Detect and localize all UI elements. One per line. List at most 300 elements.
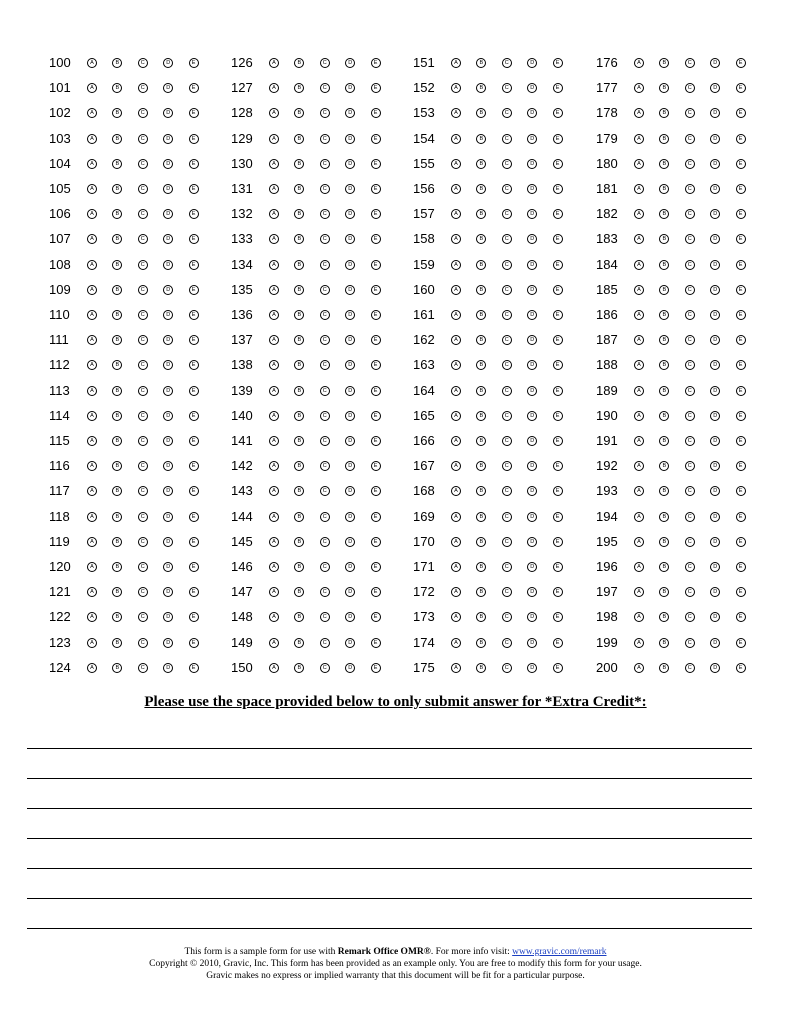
answer-bubble-a[interactable]: A [269, 108, 279, 118]
answer-bubble-a[interactable]: A [87, 285, 97, 295]
answer-bubble-d[interactable]: D [710, 587, 720, 597]
answer-bubble-d[interactable]: D [163, 461, 173, 471]
answer-bubble-a[interactable]: A [634, 83, 644, 93]
answer-bubble-d[interactable]: D [710, 436, 720, 446]
answer-bubble-d[interactable]: D [345, 260, 355, 270]
answer-bubble-c[interactable]: C [685, 386, 695, 396]
answer-line[interactable] [27, 751, 752, 779]
answer-bubble-b[interactable]: B [112, 436, 122, 446]
answer-bubble-b[interactable]: B [476, 562, 486, 572]
answer-bubble-d[interactable]: D [527, 612, 537, 622]
answer-bubble-c[interactable]: C [502, 335, 512, 345]
answer-bubble-d[interactable]: D [345, 562, 355, 572]
answer-bubble-c[interactable]: C [320, 108, 330, 118]
answer-bubble-b[interactable]: B [112, 386, 122, 396]
answer-bubble-b[interactable]: B [294, 386, 304, 396]
answer-bubble-b[interactable]: B [294, 562, 304, 572]
answer-bubble-a[interactable]: A [634, 58, 644, 68]
answer-bubble-c[interactable]: C [320, 587, 330, 597]
answer-bubble-c[interactable]: C [502, 436, 512, 446]
answer-bubble-b[interactable]: B [294, 411, 304, 421]
extra-credit-input[interactable] [27, 903, 756, 927]
answer-bubble-d[interactable]: D [345, 486, 355, 496]
answer-bubble-d[interactable]: D [710, 537, 720, 547]
answer-bubble-e[interactable]: E [189, 234, 199, 244]
answer-bubble-d[interactable]: D [527, 386, 537, 396]
answer-bubble-d[interactable]: D [345, 461, 355, 471]
answer-bubble-d[interactable]: D [163, 537, 173, 547]
answer-bubble-b[interactable]: B [476, 663, 486, 673]
answer-line[interactable] [27, 841, 752, 869]
answer-bubble-b[interactable]: B [112, 134, 122, 144]
answer-bubble-c[interactable]: C [320, 360, 330, 370]
answer-bubble-a[interactable]: A [634, 562, 644, 572]
answer-bubble-d[interactable]: D [527, 159, 537, 169]
answer-bubble-b[interactable]: B [659, 285, 669, 295]
answer-bubble-c[interactable]: C [320, 285, 330, 295]
answer-bubble-d[interactable]: D [710, 108, 720, 118]
answer-bubble-d[interactable]: D [527, 512, 537, 522]
answer-bubble-e[interactable]: E [553, 108, 563, 118]
answer-bubble-a[interactable]: A [634, 108, 644, 118]
answer-bubble-e[interactable]: E [371, 285, 381, 295]
answer-bubble-b[interactable]: B [476, 638, 486, 648]
answer-bubble-c[interactable]: C [502, 58, 512, 68]
answer-bubble-c[interactable]: C [138, 436, 148, 446]
answer-bubble-a[interactable]: A [634, 436, 644, 446]
answer-bubble-c[interactable]: C [502, 638, 512, 648]
answer-bubble-d[interactable]: D [527, 663, 537, 673]
answer-bubble-a[interactable]: A [87, 209, 97, 219]
answer-bubble-c[interactable]: C [320, 562, 330, 572]
answer-bubble-b[interactable]: B [112, 638, 122, 648]
answer-bubble-b[interactable]: B [476, 461, 486, 471]
answer-bubble-d[interactable]: D [710, 335, 720, 345]
answer-bubble-d[interactable]: D [527, 562, 537, 572]
answer-bubble-a[interactable]: A [87, 58, 97, 68]
answer-bubble-a[interactable]: A [634, 184, 644, 194]
answer-bubble-c[interactable]: C [502, 486, 512, 496]
answer-bubble-a[interactable]: A [87, 486, 97, 496]
answer-bubble-d[interactable]: D [710, 184, 720, 194]
answer-bubble-a[interactable]: A [451, 285, 461, 295]
answer-bubble-d[interactable]: D [345, 310, 355, 320]
answer-bubble-a[interactable]: A [451, 411, 461, 421]
answer-bubble-c[interactable]: C [138, 587, 148, 597]
answer-bubble-a[interactable]: A [87, 83, 97, 93]
answer-bubble-c[interactable]: C [138, 108, 148, 118]
answer-bubble-a[interactable]: A [451, 360, 461, 370]
answer-bubble-d[interactable]: D [527, 537, 537, 547]
answer-bubble-b[interactable]: B [112, 234, 122, 244]
answer-bubble-a[interactable]: A [87, 461, 97, 471]
answer-bubble-a[interactable]: A [634, 260, 644, 270]
answer-bubble-b[interactable]: B [476, 184, 486, 194]
answer-bubble-c[interactable]: C [685, 83, 695, 93]
answer-bubble-a[interactable]: A [634, 537, 644, 547]
answer-bubble-d[interactable]: D [527, 587, 537, 597]
answer-bubble-d[interactable]: D [345, 58, 355, 68]
answer-bubble-e[interactable]: E [736, 159, 746, 169]
answer-bubble-d[interactable]: D [163, 386, 173, 396]
answer-bubble-c[interactable]: C [320, 234, 330, 244]
answer-bubble-a[interactable]: A [451, 486, 461, 496]
answer-bubble-d[interactable]: D [163, 612, 173, 622]
answer-bubble-e[interactable]: E [553, 184, 563, 194]
answer-bubble-c[interactable]: C [320, 159, 330, 169]
answer-bubble-d[interactable]: D [345, 612, 355, 622]
answer-bubble-d[interactable]: D [710, 260, 720, 270]
answer-bubble-d[interactable]: D [345, 335, 355, 345]
answer-bubble-b[interactable]: B [112, 285, 122, 295]
answer-bubble-d[interactable]: D [345, 512, 355, 522]
answer-bubble-c[interactable]: C [685, 512, 695, 522]
answer-bubble-e[interactable]: E [736, 234, 746, 244]
answer-bubble-a[interactable]: A [269, 260, 279, 270]
answer-bubble-d[interactable]: D [163, 486, 173, 496]
answer-bubble-c[interactable]: C [685, 310, 695, 320]
extra-credit-input[interactable] [27, 873, 756, 897]
answer-bubble-d[interactable]: D [710, 411, 720, 421]
answer-bubble-b[interactable]: B [112, 83, 122, 93]
answer-bubble-a[interactable]: A [634, 638, 644, 648]
answer-bubble-e[interactable]: E [189, 184, 199, 194]
answer-bubble-d[interactable]: D [710, 562, 720, 572]
answer-bubble-c[interactable]: C [320, 184, 330, 194]
answer-bubble-b[interactable]: B [476, 209, 486, 219]
extra-credit-input[interactable] [27, 813, 756, 837]
answer-bubble-a[interactable]: A [634, 486, 644, 496]
answer-bubble-b[interactable]: B [294, 537, 304, 547]
answer-bubble-a[interactable]: A [451, 461, 461, 471]
answer-bubble-e[interactable]: E [371, 209, 381, 219]
answer-bubble-e[interactable]: E [553, 512, 563, 522]
answer-bubble-a[interactable]: A [451, 234, 461, 244]
answer-bubble-e[interactable]: E [553, 461, 563, 471]
answer-bubble-d[interactable]: D [710, 209, 720, 219]
answer-bubble-c[interactable]: C [138, 83, 148, 93]
answer-bubble-a[interactable]: A [269, 411, 279, 421]
answer-bubble-e[interactable]: E [189, 436, 199, 446]
answer-bubble-e[interactable]: E [371, 83, 381, 93]
answer-bubble-c[interactable]: C [502, 587, 512, 597]
answer-bubble-b[interactable]: B [476, 134, 486, 144]
answer-bubble-c[interactable]: C [138, 486, 148, 496]
answer-bubble-e[interactable]: E [371, 461, 381, 471]
answer-bubble-a[interactable]: A [269, 461, 279, 471]
answer-bubble-d[interactable]: D [527, 58, 537, 68]
answer-bubble-d[interactable]: D [710, 638, 720, 648]
answer-bubble-e[interactable]: E [189, 612, 199, 622]
answer-bubble-e[interactable]: E [371, 260, 381, 270]
answer-bubble-e[interactable]: E [371, 436, 381, 446]
answer-bubble-e[interactable]: E [189, 285, 199, 295]
answer-bubble-a[interactable]: A [634, 360, 644, 370]
answer-bubble-d[interactable]: D [163, 134, 173, 144]
answer-bubble-e[interactable]: E [189, 159, 199, 169]
answer-bubble-b[interactable]: B [659, 436, 669, 446]
answer-bubble-e[interactable]: E [189, 512, 199, 522]
answer-bubble-b[interactable]: B [476, 335, 486, 345]
answer-bubble-b[interactable]: B [659, 537, 669, 547]
answer-bubble-c[interactable]: C [502, 562, 512, 572]
answer-bubble-e[interactable]: E [189, 562, 199, 572]
answer-bubble-b[interactable]: B [112, 612, 122, 622]
answer-bubble-a[interactable]: A [634, 335, 644, 345]
answer-bubble-c[interactable]: C [685, 108, 695, 118]
answer-bubble-b[interactable]: B [659, 612, 669, 622]
answer-bubble-b[interactable]: B [659, 663, 669, 673]
answer-bubble-e[interactable]: E [189, 209, 199, 219]
answer-bubble-e[interactable]: E [736, 360, 746, 370]
answer-bubble-d[interactable]: D [710, 486, 720, 496]
answer-bubble-d[interactable]: D [163, 587, 173, 597]
answer-bubble-c[interactable]: C [320, 58, 330, 68]
answer-bubble-d[interactable]: D [345, 184, 355, 194]
answer-bubble-c[interactable]: C [502, 260, 512, 270]
answer-bubble-a[interactable]: A [269, 562, 279, 572]
answer-bubble-c[interactable]: C [138, 663, 148, 673]
answer-bubble-a[interactable]: A [87, 335, 97, 345]
answer-bubble-e[interactable]: E [736, 663, 746, 673]
answer-bubble-b[interactable]: B [659, 159, 669, 169]
answer-line[interactable] [27, 781, 752, 809]
answer-bubble-b[interactable]: B [294, 436, 304, 446]
extra-credit-input[interactable] [27, 783, 756, 807]
answer-bubble-e[interactable]: E [371, 234, 381, 244]
answer-bubble-b[interactable]: B [294, 335, 304, 345]
answer-bubble-e[interactable]: E [736, 587, 746, 597]
answer-bubble-d[interactable]: D [345, 537, 355, 547]
answer-bubble-d[interactable]: D [710, 58, 720, 68]
answer-bubble-b[interactable]: B [659, 58, 669, 68]
answer-line[interactable] [27, 811, 752, 839]
answer-bubble-e[interactable]: E [736, 537, 746, 547]
answer-bubble-e[interactable]: E [189, 537, 199, 547]
answer-bubble-a[interactable]: A [451, 562, 461, 572]
answer-bubble-d[interactable]: D [345, 638, 355, 648]
answer-bubble-a[interactable]: A [269, 537, 279, 547]
answer-bubble-c[interactable]: C [320, 209, 330, 219]
answer-bubble-c[interactable]: C [138, 537, 148, 547]
answer-bubble-a[interactable]: A [634, 310, 644, 320]
answer-bubble-c[interactable]: C [320, 260, 330, 270]
answer-bubble-a[interactable]: A [451, 310, 461, 320]
answer-bubble-d[interactable]: D [163, 335, 173, 345]
answer-bubble-c[interactable]: C [138, 310, 148, 320]
answer-bubble-c[interactable]: C [320, 537, 330, 547]
answer-bubble-c[interactable]: C [502, 411, 512, 421]
answer-bubble-e[interactable]: E [736, 58, 746, 68]
answer-bubble-d[interactable]: D [527, 83, 537, 93]
answer-bubble-e[interactable]: E [371, 486, 381, 496]
answer-bubble-c[interactable]: C [138, 562, 148, 572]
answer-bubble-a[interactable]: A [269, 58, 279, 68]
answer-bubble-d[interactable]: D [163, 184, 173, 194]
answer-bubble-e[interactable]: E [371, 537, 381, 547]
answer-bubble-b[interactable]: B [659, 209, 669, 219]
answer-bubble-c[interactable]: C [685, 638, 695, 648]
answer-bubble-d[interactable]: D [345, 386, 355, 396]
answer-bubble-e[interactable]: E [371, 184, 381, 194]
answer-bubble-b[interactable]: B [294, 234, 304, 244]
answer-bubble-d[interactable]: D [345, 360, 355, 370]
answer-bubble-b[interactable]: B [659, 234, 669, 244]
answer-bubble-a[interactable]: A [451, 260, 461, 270]
answer-bubble-b[interactable]: B [659, 587, 669, 597]
answer-bubble-c[interactable]: C [685, 486, 695, 496]
answer-bubble-a[interactable]: A [269, 335, 279, 345]
answer-bubble-c[interactable]: C [320, 386, 330, 396]
answer-bubble-e[interactable]: E [736, 184, 746, 194]
answer-bubble-e[interactable]: E [553, 537, 563, 547]
answer-bubble-e[interactable]: E [371, 411, 381, 421]
answer-bubble-c[interactable]: C [685, 411, 695, 421]
answer-bubble-a[interactable]: A [451, 335, 461, 345]
answer-bubble-d[interactable]: D [345, 209, 355, 219]
answer-bubble-a[interactable]: A [269, 663, 279, 673]
answer-bubble-d[interactable]: D [710, 512, 720, 522]
answer-bubble-b[interactable]: B [112, 184, 122, 194]
answer-bubble-a[interactable]: A [87, 184, 97, 194]
answer-bubble-e[interactable]: E [736, 411, 746, 421]
answer-bubble-a[interactable]: A [269, 159, 279, 169]
answer-bubble-d[interactable]: D [345, 234, 355, 244]
answer-bubble-c[interactable]: C [685, 134, 695, 144]
answer-bubble-a[interactable]: A [87, 310, 97, 320]
answer-bubble-c[interactable]: C [138, 612, 148, 622]
answer-bubble-c[interactable]: C [685, 612, 695, 622]
answer-bubble-b[interactable]: B [294, 285, 304, 295]
answer-bubble-a[interactable]: A [451, 58, 461, 68]
answer-bubble-e[interactable]: E [371, 612, 381, 622]
answer-bubble-c[interactable]: C [685, 260, 695, 270]
answer-bubble-b[interactable]: B [112, 562, 122, 572]
answer-bubble-a[interactable]: A [451, 512, 461, 522]
answer-bubble-b[interactable]: B [659, 360, 669, 370]
answer-bubble-e[interactable]: E [371, 587, 381, 597]
answer-bubble-b[interactable]: B [294, 83, 304, 93]
answer-bubble-e[interactable]: E [736, 209, 746, 219]
answer-bubble-c[interactable]: C [138, 386, 148, 396]
answer-bubble-b[interactable]: B [294, 638, 304, 648]
answer-bubble-b[interactable]: B [659, 310, 669, 320]
answer-bubble-d[interactable]: D [163, 411, 173, 421]
answer-bubble-d[interactable]: D [163, 234, 173, 244]
answer-bubble-a[interactable]: A [451, 436, 461, 446]
answer-bubble-b[interactable]: B [476, 587, 486, 597]
answer-bubble-b[interactable]: B [112, 537, 122, 547]
answer-bubble-a[interactable]: A [87, 612, 97, 622]
answer-bubble-e[interactable]: E [371, 638, 381, 648]
answer-bubble-e[interactable]: E [736, 134, 746, 144]
answer-bubble-b[interactable]: B [294, 108, 304, 118]
answer-bubble-c[interactable]: C [138, 184, 148, 194]
answer-bubble-b[interactable]: B [294, 159, 304, 169]
answer-bubble-e[interactable]: E [189, 58, 199, 68]
answer-bubble-c[interactable]: C [502, 310, 512, 320]
answer-bubble-e[interactable]: E [736, 83, 746, 93]
answer-bubble-d[interactable]: D [163, 108, 173, 118]
answer-bubble-b[interactable]: B [294, 663, 304, 673]
answer-bubble-d[interactable]: D [163, 360, 173, 370]
answer-bubble-c[interactable]: C [685, 360, 695, 370]
answer-bubble-e[interactable]: E [553, 134, 563, 144]
answer-bubble-b[interactable]: B [112, 512, 122, 522]
answer-bubble-d[interactable]: D [345, 285, 355, 295]
answer-bubble-d[interactable]: D [163, 209, 173, 219]
answer-bubble-e[interactable]: E [736, 436, 746, 446]
answer-bubble-e[interactable]: E [189, 386, 199, 396]
answer-bubble-d[interactable]: D [710, 134, 720, 144]
answer-bubble-d[interactable]: D [710, 159, 720, 169]
answer-bubble-c[interactable]: C [685, 461, 695, 471]
answer-bubble-c[interactable]: C [320, 638, 330, 648]
answer-bubble-a[interactable]: A [269, 209, 279, 219]
answer-bubble-c[interactable]: C [502, 285, 512, 295]
answer-bubble-e[interactable]: E [553, 260, 563, 270]
answer-bubble-b[interactable]: B [112, 310, 122, 320]
answer-bubble-a[interactable]: A [451, 209, 461, 219]
answer-bubble-e[interactable]: E [736, 486, 746, 496]
answer-bubble-a[interactable]: A [634, 663, 644, 673]
answer-bubble-b[interactable]: B [112, 663, 122, 673]
answer-bubble-d[interactable]: D [527, 108, 537, 118]
answer-bubble-d[interactable]: D [710, 310, 720, 320]
extra-credit-input[interactable] [27, 753, 756, 777]
answer-bubble-a[interactable]: A [87, 587, 97, 597]
answer-bubble-b[interactable]: B [659, 335, 669, 345]
answer-bubble-c[interactable]: C [320, 612, 330, 622]
answer-bubble-d[interactable]: D [345, 134, 355, 144]
answer-bubble-e[interactable]: E [371, 134, 381, 144]
answer-bubble-b[interactable]: B [112, 360, 122, 370]
answer-bubble-d[interactable]: D [710, 386, 720, 396]
answer-bubble-d[interactable]: D [163, 638, 173, 648]
answer-bubble-e[interactable]: E [736, 310, 746, 320]
answer-bubble-a[interactable]: A [269, 360, 279, 370]
answer-bubble-a[interactable]: A [269, 587, 279, 597]
answer-bubble-b[interactable]: B [659, 134, 669, 144]
extra-credit-input[interactable] [27, 723, 756, 747]
answer-bubble-c[interactable]: C [685, 209, 695, 219]
answer-bubble-e[interactable]: E [189, 663, 199, 673]
answer-bubble-d[interactable]: D [163, 562, 173, 572]
answer-bubble-c[interactable]: C [502, 134, 512, 144]
answer-bubble-b[interactable]: B [112, 209, 122, 219]
answer-bubble-d[interactable]: D [163, 83, 173, 93]
answer-bubble-c[interactable]: C [502, 159, 512, 169]
answer-bubble-c[interactable]: C [320, 663, 330, 673]
answer-bubble-b[interactable]: B [112, 58, 122, 68]
answer-bubble-a[interactable]: A [634, 134, 644, 144]
answer-bubble-d[interactable]: D [527, 461, 537, 471]
answer-bubble-e[interactable]: E [736, 612, 746, 622]
answer-bubble-e[interactable]: E [736, 562, 746, 572]
answer-bubble-d[interactable]: D [527, 360, 537, 370]
answer-bubble-e[interactable]: E [736, 108, 746, 118]
answer-bubble-d[interactable]: D [527, 234, 537, 244]
answer-bubble-d[interactable]: D [345, 159, 355, 169]
answer-bubble-a[interactable]: A [269, 83, 279, 93]
answer-bubble-e[interactable]: E [371, 108, 381, 118]
answer-bubble-d[interactable]: D [527, 209, 537, 219]
answer-bubble-e[interactable]: E [553, 436, 563, 446]
answer-bubble-e[interactable]: E [189, 83, 199, 93]
answer-bubble-e[interactable]: E [736, 260, 746, 270]
answer-bubble-a[interactable]: A [634, 234, 644, 244]
answer-bubble-b[interactable]: B [112, 159, 122, 169]
